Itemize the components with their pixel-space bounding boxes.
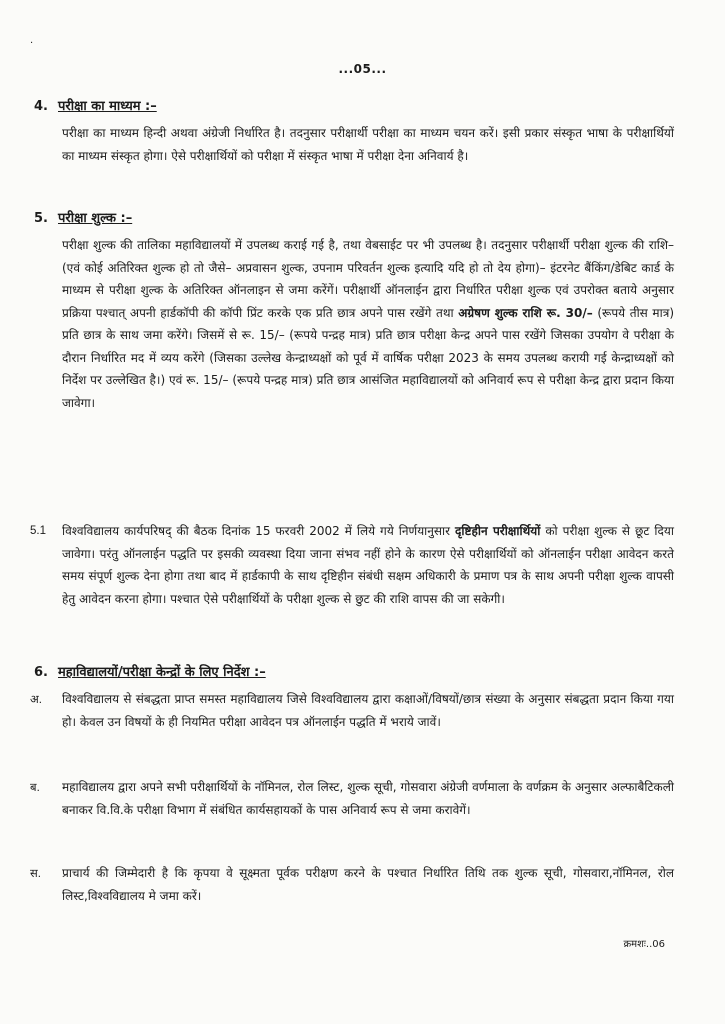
section-5-text-part1: परीक्षा शुल्क की तालिका महाविद्यालयों में उपलब्ध कराई गई है, तथा वेबसाईट पर भी उपलब्ध है। तदनुसार परीक्षार्थी परीक्षा शुल्क की राशि–(एवं कोई अतिरिक्त शुल्क हो तो जैसे– अप्रवासन शुल्क, उपनाम परिवर्तन शुल्क इत्यादि यदि हो तो देय होगा)– इंटरनेट बैंकिंग/डेबिट कार्ड के माध्यम से परीक्षा शुल्क के अतिरिक्त ऑनलाइन से जमा करेंगें। परीक्षार्थी ऑनलाईन द्वारा निर्धारित परीक्षा शुल्क एवं उपरोक्त बताये अनुसार प्रक्रिया पश्चात् अपनी हार्डकॉपी की कॉपी प्रिंट करके एक प्रति छात्र अपने पास रखेंगे तथा (62, 238, 674, 320)
section-6-number: 6. (34, 665, 48, 680)
page-number: ...05... (338, 62, 387, 76)
section-6-heading (34, 662, 266, 680)
continued-marker: क्रमशः..06 (623, 939, 665, 950)
section-6-title: महाविद्यालयों/परीक्षा केन्द्रों के लिए निर्देश :– (58, 665, 266, 680)
section-6-item-c-text: प्राचार्य की जिम्मेदारी है कि कृपया वे सूक्ष्मता पूर्वक परीक्षण करने के पश्चात निर्धारित तिथि तक शुल्क सूची, गोसवारा,नॉमिनल, रोल लिस्ट,विश्वविद्यालय मे जमा करें। (62, 866, 674, 903)
section-5-1-text-part2: को परीक्षा शुल्क से छूट दिया जावेगा। परंतु ऑनलाईन पद्धति पर इसकी व्यवस्था दिया जाना संभव नहीं होने के कारण ऐसे परीक्षार्थियों को ऑनलाईन परीक्षा आवेदन करते समय संपूर्ण शुल्क देना होगा तथा बाद में हार्डकापी के साथ दृष्टिहीन संबंधी सक्षम अधिकारी के प्रमाण पत्र के साथ अपनी परीक्षा शुल्क वापसी हेतु आवेदन करना होगा। पश्चात ऐसे परीक्षार्थियों के परीक्षा शुल्क से छुट की राशि वापस की जा सकेगी। (62, 524, 674, 606)
section-5-title: परीक्षा शुल्क :– (58, 211, 133, 226)
section-5-text (62, 234, 674, 414)
section-6-item-a-label: अ. (30, 694, 42, 706)
section-5-number: 5. (34, 211, 48, 226)
section-6-item-b-text: महाविद्यालय द्वारा अपने सभी परीक्षार्थियों के नॉमिनल, रोल लिस्ट, शुल्क सूची, गोसवारा अंग्रेजी वर्णमाला के वर्णक्रम के अनुसार अल्फाबैटिकली बनाकर वि.वि.के परीक्षा विभाग में संबंधित कार्यसहायकों के पास अनिवार्य रूप से जमा करावेगें। (62, 780, 674, 817)
section-6-item-a-text: विश्वविद्यालय से संबद्धता प्राप्त समस्त महाविद्यालय जिसे विश्वविद्यालय द्वारा कक्षाओं/विषयों/छात्र संख्या के अनुसार संबद्धता प्रदान किया गया हो। केवल उन विषयों के ही नियमित परीक्षा आवेदन पत्र ऑनलाईन पद्धति में भराये जावें। (62, 692, 674, 729)
section-6-item-b-label: ब. (30, 782, 40, 794)
section-5-1-number: 5.1 (30, 525, 46, 537)
section-4-text: परीक्षा का माध्यम हिन्दी अथवा अंग्रेजी निर्धारित है। तदनुसार परीक्षार्थी परीक्षा का माध्यम चयन करें। इसी प्रकार संस्कृत भाषा के परीक्षार्थियों का माध्यम संस्कृत होगा। ऐसे परीक्षार्थियों को परीक्षा में संस्कृत भाषा में परीक्षा देना अनिवार्य है। (62, 126, 674, 163)
section-5-heading (34, 208, 132, 226)
scan-speck: · (30, 38, 34, 49)
section-5-text-part2: (रूपये तीस मात्र) प्रति छात्र के साथ जमा करेंगे। जिसमें से रू. 15/– (रूपये पन्द्रह मात्र) प्रति छात्र परीक्षा केन्द्र अपने पास रखेंगे जिसका उपयोग वे परीक्षा के दौरान निर्धारित मद में व्यय करेंगे (जिसका उल्लेख केन्द्राध्यक्षों को पूर्व में वार्षिक परीक्षा 2023 के समय उपलब्ध करायी गई केन्द्राध्यक्षों को निर्देश पर उल्लेखित है।) एवं रू. 15/– (रूपये पन्द्रह मात्र) प्रति छात्र आसंजित महाविद्यालयों को अनिवार्य रूप से परीक्षा केन्द्र द्वारा प्रदान किया जावेगा। (62, 305, 674, 410)
visually-impaired-highlight: दृष्टिहीन परीक्षार्थियों (455, 524, 541, 538)
section-4-number: 4. (34, 99, 48, 114)
section-4-heading (34, 96, 157, 114)
section-4-title: परीक्षा का माध्यम :– (58, 99, 157, 114)
section-6-item-c-label: स. (30, 868, 41, 880)
section-5-1-text (62, 520, 674, 610)
forwarding-fee-highlight: अग्रेषण शुल्क राशि रू. 30/– (458, 305, 593, 320)
section-5-1-text-part1: विश्वविद्यालय कार्यपरिषद् की बैठक दिनांक 15 फरवरी 2002 में लिये गये निर्णयानुसार (62, 524, 451, 538)
